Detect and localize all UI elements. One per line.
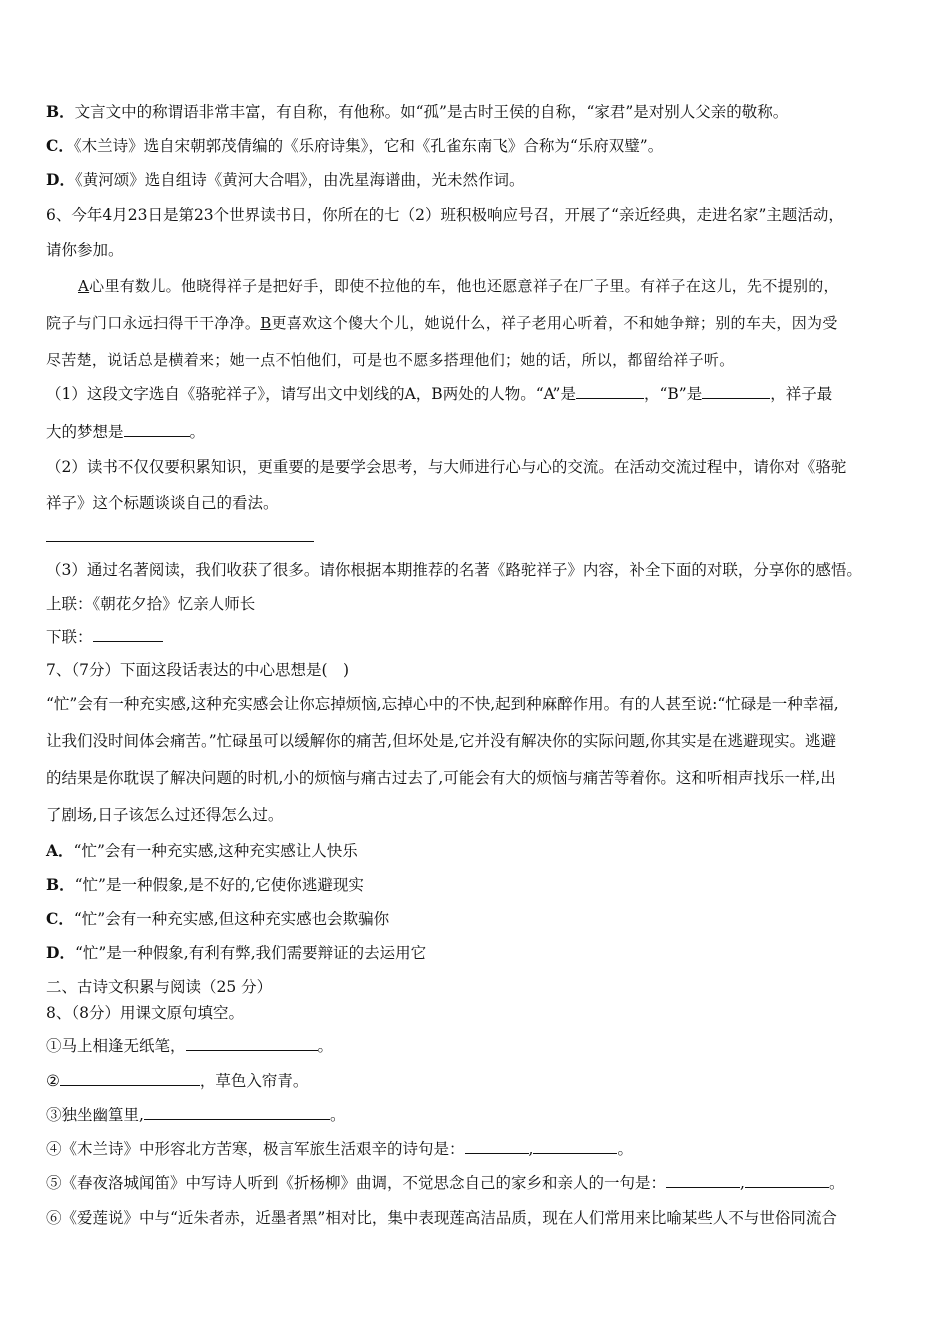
q5-option-b: B．文言文中的称谓语非常丰富，有自称，有他称。如“孤”是古时王侯的自称，“家君”是对别人父亲的敬称。 bbox=[46, 102, 789, 121]
q7-option-d[interactable]: D．“忙”是一种假象,有利有弊,我们需要辩证的去运用它 bbox=[46, 943, 427, 962]
couplet-upper: 上联：《朝花夕拾》忆亲人师长 bbox=[46, 595, 256, 613]
q6-sub2-line2: 祥子》这个标题谈谈自己的看法。 bbox=[46, 494, 279, 512]
answer-blank-5b[interactable] bbox=[745, 1173, 829, 1188]
q6-sub3: （3）通过名著阅读，我们收获了很多。请你根据本期推荐的名著《路驼祥子》内容，补全下面的对联，分享你的感悟。 bbox=[46, 561, 862, 579]
q6-stem-line1: 6、今年4月23日是第23个世界读书日，你所在的七（2）班积极响应号召，开展了“亲近经典，走进名家”主题活动， bbox=[46, 206, 844, 224]
answer-blank-4b[interactable] bbox=[533, 1139, 617, 1154]
q6-sub2-line1: （2）读书不仅仅要积累知识，更重要的是要学会思考，与大师进行心与心的交流。在活动交流过程中，请你对《骆驼 bbox=[46, 458, 847, 476]
answer-line[interactable] bbox=[46, 541, 314, 542]
q8-item5: ⑤《春夜洛城闻笛》中写诗人听到《折杨柳》曲调，不觉思念自己的家乡和亲人的一句是： , 。 bbox=[46, 1174, 845, 1192]
q7-passage-line3: 的结果是你耽误了解决问题的时机,小的烦恼与痛古过去了,可能会有大的烦恼与痛苦等着你。这和听相声找乐一样,出 bbox=[46, 769, 836, 787]
q8-item2: ② ，草色入帘青。 bbox=[46, 1072, 309, 1090]
answer-blank-5a[interactable] bbox=[666, 1173, 740, 1188]
section-2-heading: 二、古诗文积累与阅读（25 分） bbox=[46, 978, 273, 996]
answer-blank-1[interactable] bbox=[186, 1036, 318, 1051]
answer-blank-2[interactable] bbox=[60, 1071, 200, 1086]
q8-item3: ③独坐幽篁里, 。 bbox=[46, 1106, 346, 1124]
q6-sub1-line1: （1）这段文字选自《骆驼祥子》，请写出文中划线的A，B两处的人物。“A”是 ，“B”是 ，祥子最 bbox=[46, 385, 833, 403]
q5-option-c: C．《木兰诗》选自宋朝郭茂倩编的《乐府诗集》，它和《孔雀东南飞》合称为“乐府双璧”。 bbox=[46, 136, 664, 155]
q6-passage-line1: A心里有数儿。他晓得祥子是把好手，即使不拉他的车，他也还愿意祥子在厂子里。有祥子在这儿，先不提别的， bbox=[78, 277, 839, 295]
answer-blank-couplet[interactable] bbox=[93, 627, 163, 642]
answer-blank-a[interactable] bbox=[576, 384, 644, 399]
q6-passage-line2: 院子与门口永远扫得干干净净。B更喜欢这个傻大个儿，她说什么，祥子老用心听着，不和她争辩；别的车夫，因为受 bbox=[46, 314, 838, 332]
answer-blank-dream[interactable] bbox=[124, 422, 190, 437]
q8-stem: 8、（8分）用课文原句填空。 bbox=[46, 1004, 244, 1022]
answer-blank-3[interactable] bbox=[144, 1105, 330, 1120]
q7-passage-line2: 让我们没时间体会痛苦。”忙碌虽可以缓解你的痛苦,但坏处是,它并没有解决你的实际问题,你其实是在逃避现实。逃避 bbox=[46, 732, 836, 750]
q7-passage-line4: 了剧场,日子该怎么过还得怎么过。 bbox=[46, 806, 284, 824]
underlined-b: B bbox=[260, 314, 272, 332]
q8-item6: ⑥《爱莲说》中与“近朱者赤，近墨者黑”相对比，集中表现莲高洁品质，现在人们常用来比喻某些人不与世俗同流合 bbox=[46, 1209, 837, 1227]
q7-option-a[interactable]: A．“忙”会有一种充实感,这种充实感让人快乐 bbox=[46, 841, 358, 860]
q6-passage-line3: 尽苦楚，说话总是横着来；她一点不怕他们，可是也不愿多搭理他们；她的话，所以，都留给祥子听。 bbox=[46, 351, 735, 369]
q8-item4: ④《木兰诗》中形容北方苦寒，极言军旅生活艰辛的诗句是： , 。 bbox=[46, 1140, 633, 1158]
q7-option-b[interactable]: B．“忙”是一种假象,是不好的,它使你逃避现实 bbox=[46, 875, 364, 894]
q7-option-c[interactable]: C．“忙”会有一种充实感,但这种充实感也会欺骗你 bbox=[46, 909, 390, 928]
q6-stem-line2: 请你参加。 bbox=[46, 241, 124, 259]
q7-passage-line1: “忙”会有一种充实感,这种充实感会让你忘掉烦恼,忘掉心中的不快,起到种麻醉作用。有的人甚至说:“忙碌是一种幸福, bbox=[46, 695, 839, 713]
q7-stem: 7、（7分）下面这段话表达的中心思想是( ) bbox=[46, 661, 350, 679]
couplet-lower: 下联： bbox=[46, 627, 910, 647]
q5-option-d: D．《黄河颂》选自组诗《黄河大合唱》，由冼星海谱曲，光未然作词。 bbox=[46, 170, 525, 189]
q6-sub1-line2: 大的梦想是 。 bbox=[46, 423, 206, 441]
q8-item1: ①马上相逢无纸笔， 。 bbox=[46, 1037, 334, 1055]
answer-blank-b[interactable] bbox=[702, 384, 770, 399]
underlined-a: A bbox=[78, 277, 90, 295]
answer-blank-4a[interactable] bbox=[465, 1139, 529, 1154]
